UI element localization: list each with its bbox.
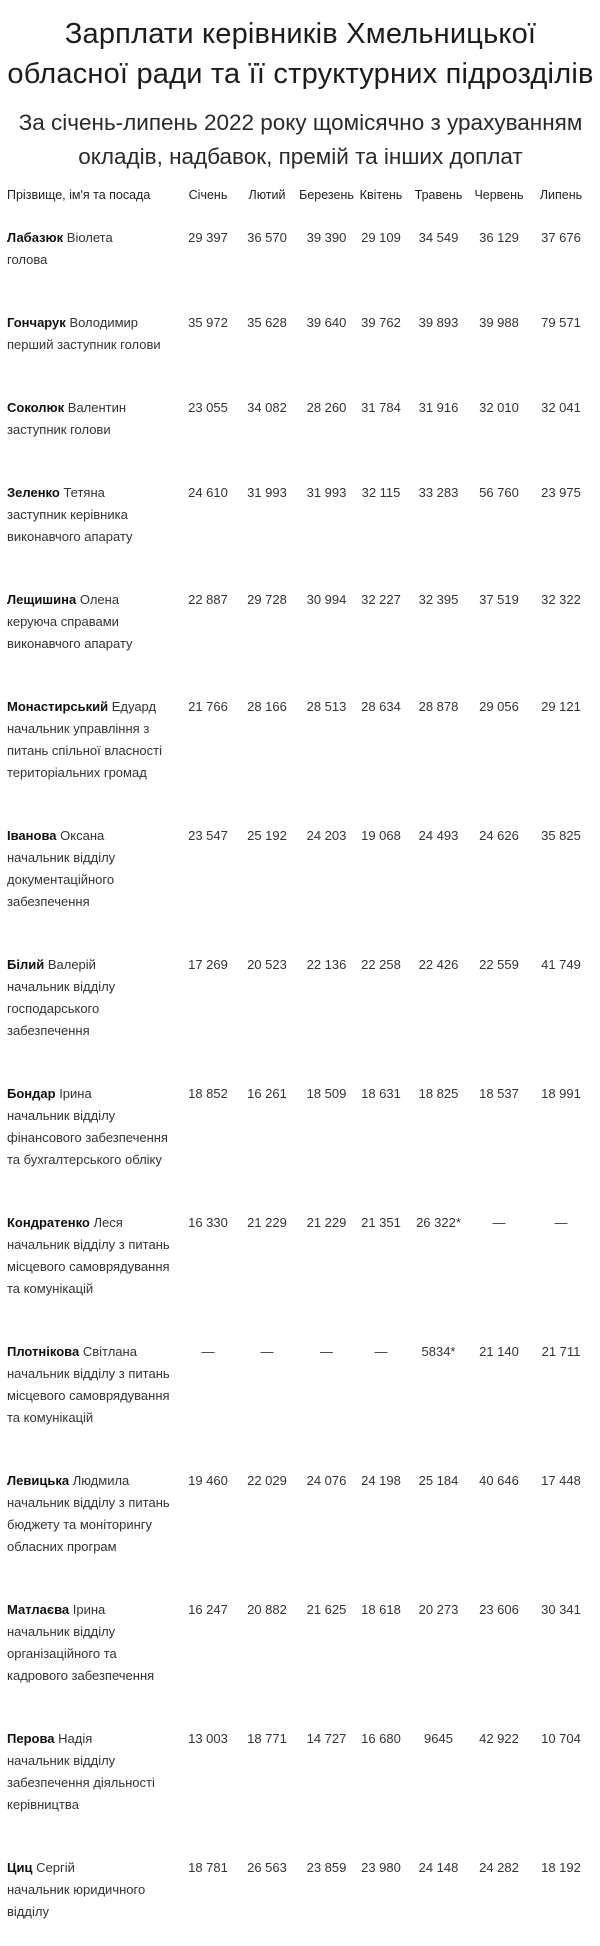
salary-value: 21 229 — [306, 1215, 347, 1230]
salary-value: 24 282 — [479, 1860, 519, 1875]
employee-given-name: Володимир — [69, 315, 139, 330]
salary-value: 39 762 — [361, 315, 401, 330]
salary-value: 41 749 — [541, 957, 581, 972]
employee-given-name: Оксана — [60, 828, 105, 843]
table-row — [7, 1323, 594, 1452]
employee-given-name: Тетяна — [63, 485, 105, 500]
salary-value: 25 192 — [247, 828, 287, 843]
salary-value: 18 618 — [361, 1602, 401, 1617]
employee-cell — [7, 1581, 180, 1710]
salary-value: 17 269 — [188, 957, 228, 972]
employee-position: начальник відділу забезпечення діяльності керівництва — [7, 1753, 155, 1812]
column-header-month: Червень — [474, 188, 524, 202]
salary-value: 29 056 — [479, 699, 519, 714]
table-row — [7, 936, 594, 1065]
column-header-month: Січень — [188, 188, 228, 202]
table-header-row — [7, 181, 594, 209]
employee-position: начальник управління з питань спільної власності територіальних громад — [7, 721, 162, 780]
column-header-month: Березень — [299, 188, 354, 202]
employee-cell — [7, 1452, 180, 1581]
salary-value: 23 859 — [306, 1860, 347, 1875]
salary-value: 16 261 — [247, 1086, 287, 1101]
salary-value: 22 258 — [361, 957, 401, 972]
employee-surname: Матлаєва — [7, 1602, 70, 1617]
salary-value: 29 728 — [247, 592, 287, 607]
salary-value: 32 010 — [479, 400, 519, 415]
employee-surname: Лабазюк — [7, 230, 64, 245]
salary-value: 23 980 — [361, 1860, 401, 1875]
employee-cell — [7, 1065, 180, 1194]
salary-value: 36 570 — [247, 230, 287, 245]
employee-given-name: Сергій — [36, 1860, 75, 1875]
employee-cell — [7, 678, 180, 807]
employee-given-name: Надія — [58, 1731, 93, 1746]
salary-value: 28 634 — [361, 699, 401, 714]
employee-surname: Гончарук — [7, 315, 66, 330]
employee-cell — [7, 464, 180, 571]
page-title: Зарплати керівників Хмельницької обласної ради та її структурних підрозділів — [7, 18, 594, 90]
employee-position: голова — [7, 252, 48, 267]
employee-position: заступник керівника виконавчого апарату — [7, 507, 133, 544]
salary-value: — — [492, 1215, 506, 1230]
table-body — [7, 209, 594, 1946]
salary-value: 32 395 — [418, 592, 459, 607]
table-row — [7, 464, 594, 571]
table-row — [7, 678, 594, 807]
salary-value: 24 076 — [306, 1473, 347, 1488]
salary-value: 32 227 — [361, 592, 401, 607]
employee-cell — [7, 936, 180, 1065]
salary-value: 20 882 — [247, 1602, 287, 1617]
employee-position: начальник відділу з питань місцевого самоврядування та комунікацій — [7, 1366, 170, 1425]
employee-position: начальник відділу з питань бюджету та моніторингу обласних програм — [7, 1495, 170, 1554]
salary-value: 23 606 — [479, 1602, 519, 1617]
salary-value: 24 198 — [361, 1473, 401, 1488]
salary-value: 22 029 — [247, 1473, 287, 1488]
salary-value: 14 727 — [306, 1731, 347, 1746]
salary-value: 28 166 — [247, 699, 287, 714]
employee-given-name: Едуард — [111, 699, 157, 714]
salary-value: 24 148 — [418, 1860, 459, 1875]
salary-value: — — [260, 1344, 274, 1359]
salary-value: 35 628 — [247, 315, 287, 330]
salary-value: 35 825 — [541, 828, 581, 843]
table-row — [7, 294, 594, 379]
table-row — [7, 1065, 594, 1194]
salary-value: 18 537 — [479, 1086, 519, 1101]
salary-value: 17 448 — [541, 1473, 581, 1488]
salary-value: — — [320, 1344, 333, 1359]
column-header-name: Прізвище, ім'я та посада — [7, 188, 151, 202]
salary-value: 10 704 — [541, 1731, 581, 1746]
salary-value: 31 993 — [247, 485, 287, 500]
employee-position: заступник голови — [7, 422, 111, 437]
table-row — [7, 1710, 594, 1839]
salary-value: 18 771 — [247, 1731, 287, 1746]
employee-given-name: Світлана — [82, 1344, 137, 1359]
table-row — [7, 1452, 594, 1581]
salary-value: 39 893 — [418, 315, 459, 330]
salary-value: 18 991 — [541, 1086, 581, 1101]
employee-surname: Бондар — [7, 1086, 56, 1101]
salary-value: 18 825 — [418, 1086, 459, 1101]
salary-value: 39 988 — [479, 315, 519, 330]
employee-cell — [7, 1194, 180, 1323]
employee-position: перший заступник голови — [7, 337, 161, 352]
salary-value: 21 766 — [188, 699, 228, 714]
salary-value: 37 519 — [479, 592, 519, 607]
salary-value: 22 559 — [479, 957, 519, 972]
salary-value: 34 549 — [418, 230, 459, 245]
employee-surname: Циц — [7, 1860, 33, 1875]
page — [0, 14, 600, 1946]
salary-value: 28 878 — [418, 699, 459, 714]
salary-value: 23 547 — [188, 828, 228, 843]
salary-value: 22 136 — [306, 957, 347, 972]
salary-value: 32 115 — [361, 485, 401, 500]
employee-cell — [7, 1710, 180, 1839]
employee-cell — [7, 1323, 180, 1452]
column-header-month: Травень — [414, 188, 463, 202]
employee-given-name: Олена — [79, 592, 120, 607]
salary-value: 29 397 — [188, 230, 228, 245]
column-header-month: Лютий — [248, 188, 286, 202]
salary-value: 18 192 — [541, 1860, 581, 1875]
salary-value: 22 426 — [418, 957, 459, 972]
salary-value: 37 676 — [541, 230, 581, 245]
salary-value: 34 082 — [247, 400, 287, 415]
salary-value: 25 184 — [418, 1473, 459, 1488]
employee-cell — [7, 294, 180, 379]
salary-value: 19 068 — [361, 828, 401, 843]
salary-value: 23 975 — [541, 485, 581, 500]
salary-value: 42 922 — [479, 1731, 519, 1746]
employee-surname: Перова — [7, 1731, 55, 1746]
salary-value: 16 330 — [188, 1215, 228, 1230]
salary-value: 79 571 — [541, 315, 581, 330]
salary-value: — — [554, 1215, 568, 1230]
salary-value: 18 852 — [188, 1086, 228, 1101]
salary-value: 29 121 — [541, 699, 581, 714]
salary-value: 39 390 — [306, 230, 347, 245]
employee-position: начальник відділу організаційного та кадрового забезпечення — [7, 1624, 155, 1683]
salary-value: 31 784 — [361, 400, 401, 415]
salary-value: 21 711 — [541, 1344, 581, 1359]
employee-surname: Кондратенко — [7, 1215, 90, 1230]
salary-value: 13 003 — [188, 1731, 228, 1746]
employee-surname: Монастирський — [7, 699, 109, 714]
salary-value: 39 640 — [306, 315, 347, 330]
employee-given-name: Віолета — [66, 230, 113, 245]
employee-position: начальник юридичного відділу — [7, 1882, 146, 1919]
salary-value: 30 341 — [541, 1602, 581, 1617]
employee-cell — [7, 209, 180, 294]
employee-given-name: Людмила — [72, 1473, 130, 1488]
salary-value: 31 993 — [306, 485, 347, 500]
table-row — [7, 1581, 594, 1710]
salary-value: — — [201, 1344, 215, 1359]
salary-value: 28 260 — [306, 400, 347, 415]
table-row — [7, 571, 594, 678]
employee-surname: Плотнікова — [7, 1344, 80, 1359]
salary-value: 24 626 — [479, 828, 519, 843]
employee-surname: Зеленко — [7, 485, 60, 500]
employee-given-name: Валентин — [67, 400, 127, 415]
salary-value: 40 646 — [479, 1473, 519, 1488]
salary-value: 30 994 — [306, 592, 347, 607]
employee-surname: Білий — [7, 957, 45, 972]
employee-position: керуюча справами виконавчого апарату — [7, 614, 133, 651]
salary-value: 16 247 — [188, 1602, 228, 1617]
employee-cell — [7, 1839, 180, 1946]
salary-value: 9645 — [424, 1731, 453, 1746]
salary-value: 24 610 — [188, 485, 228, 500]
salary-value: 24 493 — [418, 828, 459, 843]
table-row — [7, 807, 594, 936]
salary-value: 28 513 — [306, 699, 347, 714]
employee-given-name: Валерій — [47, 957, 96, 972]
salary-value: 26 563 — [247, 1860, 287, 1875]
salary-value: 19 460 — [188, 1473, 228, 1488]
employee-position: начальник відділу господарського забезпечення — [7, 979, 116, 1038]
salary-value: 36 129 — [479, 230, 519, 245]
salary-value: — — [374, 1344, 388, 1359]
salary-value: 5834* — [421, 1344, 456, 1359]
employee-given-name: Ірина — [72, 1602, 106, 1617]
employee-surname: Лещишина — [7, 592, 77, 607]
salary-value: 16 680 — [361, 1731, 401, 1746]
salary-value: 31 916 — [418, 400, 459, 415]
salary-value: 32 322 — [541, 592, 581, 607]
employee-given-name: Ірина — [59, 1086, 92, 1101]
employee-cell — [7, 571, 180, 678]
column-header-month: Квітень — [359, 188, 403, 202]
table-row — [7, 209, 594, 294]
salary-value: 18 631 — [361, 1086, 401, 1101]
salary-value: 18 509 — [306, 1086, 347, 1101]
salary-value: 23 055 — [188, 400, 228, 415]
employee-surname: Левицька — [7, 1473, 70, 1488]
employee-surname: Соколюк — [7, 400, 65, 415]
salary-value: 22 887 — [188, 592, 228, 607]
salary-value: 26 322* — [416, 1215, 461, 1230]
table-row — [7, 1839, 594, 1946]
employee-cell — [7, 807, 180, 936]
employee-position: начальник відділу з питань місцевого самоврядування та комунікацій — [7, 1237, 170, 1296]
salary-value: 24 203 — [306, 828, 347, 843]
employee-surname: Іванова — [7, 828, 57, 843]
salary-value: 56 760 — [479, 485, 519, 500]
salary-value: 33 283 — [418, 485, 459, 500]
page-subtitle: За січень-липень 2022 року щомісячно з урахуванням окладів, надбавок, премій та інших доплат — [18, 110, 583, 169]
salary-value: 29 109 — [361, 230, 401, 245]
salary-value: 21 625 — [306, 1602, 347, 1617]
employee-cell — [7, 379, 180, 464]
employee-given-name: Леся — [93, 1215, 123, 1230]
employee-position: начальник відділу документаційного забезпечення — [7, 850, 116, 909]
table-row — [7, 1194, 594, 1323]
salary-value: 35 972 — [188, 315, 228, 330]
salary-value: 21 229 — [247, 1215, 287, 1230]
salary-value: 32 041 — [541, 400, 581, 415]
table-row — [7, 379, 594, 464]
salary-value: 20 273 — [418, 1602, 459, 1617]
salary-value: 20 523 — [247, 957, 287, 972]
column-header-month: Липень — [539, 188, 583, 202]
salary-value: 21 351 — [361, 1215, 401, 1230]
employee-position: начальник відділу фінансового забезпечення та бухгалтерського обліку — [7, 1108, 168, 1167]
salary-value: 21 140 — [479, 1344, 519, 1359]
salary-table — [7, 181, 594, 1946]
salary-value: 18 781 — [188, 1860, 228, 1875]
